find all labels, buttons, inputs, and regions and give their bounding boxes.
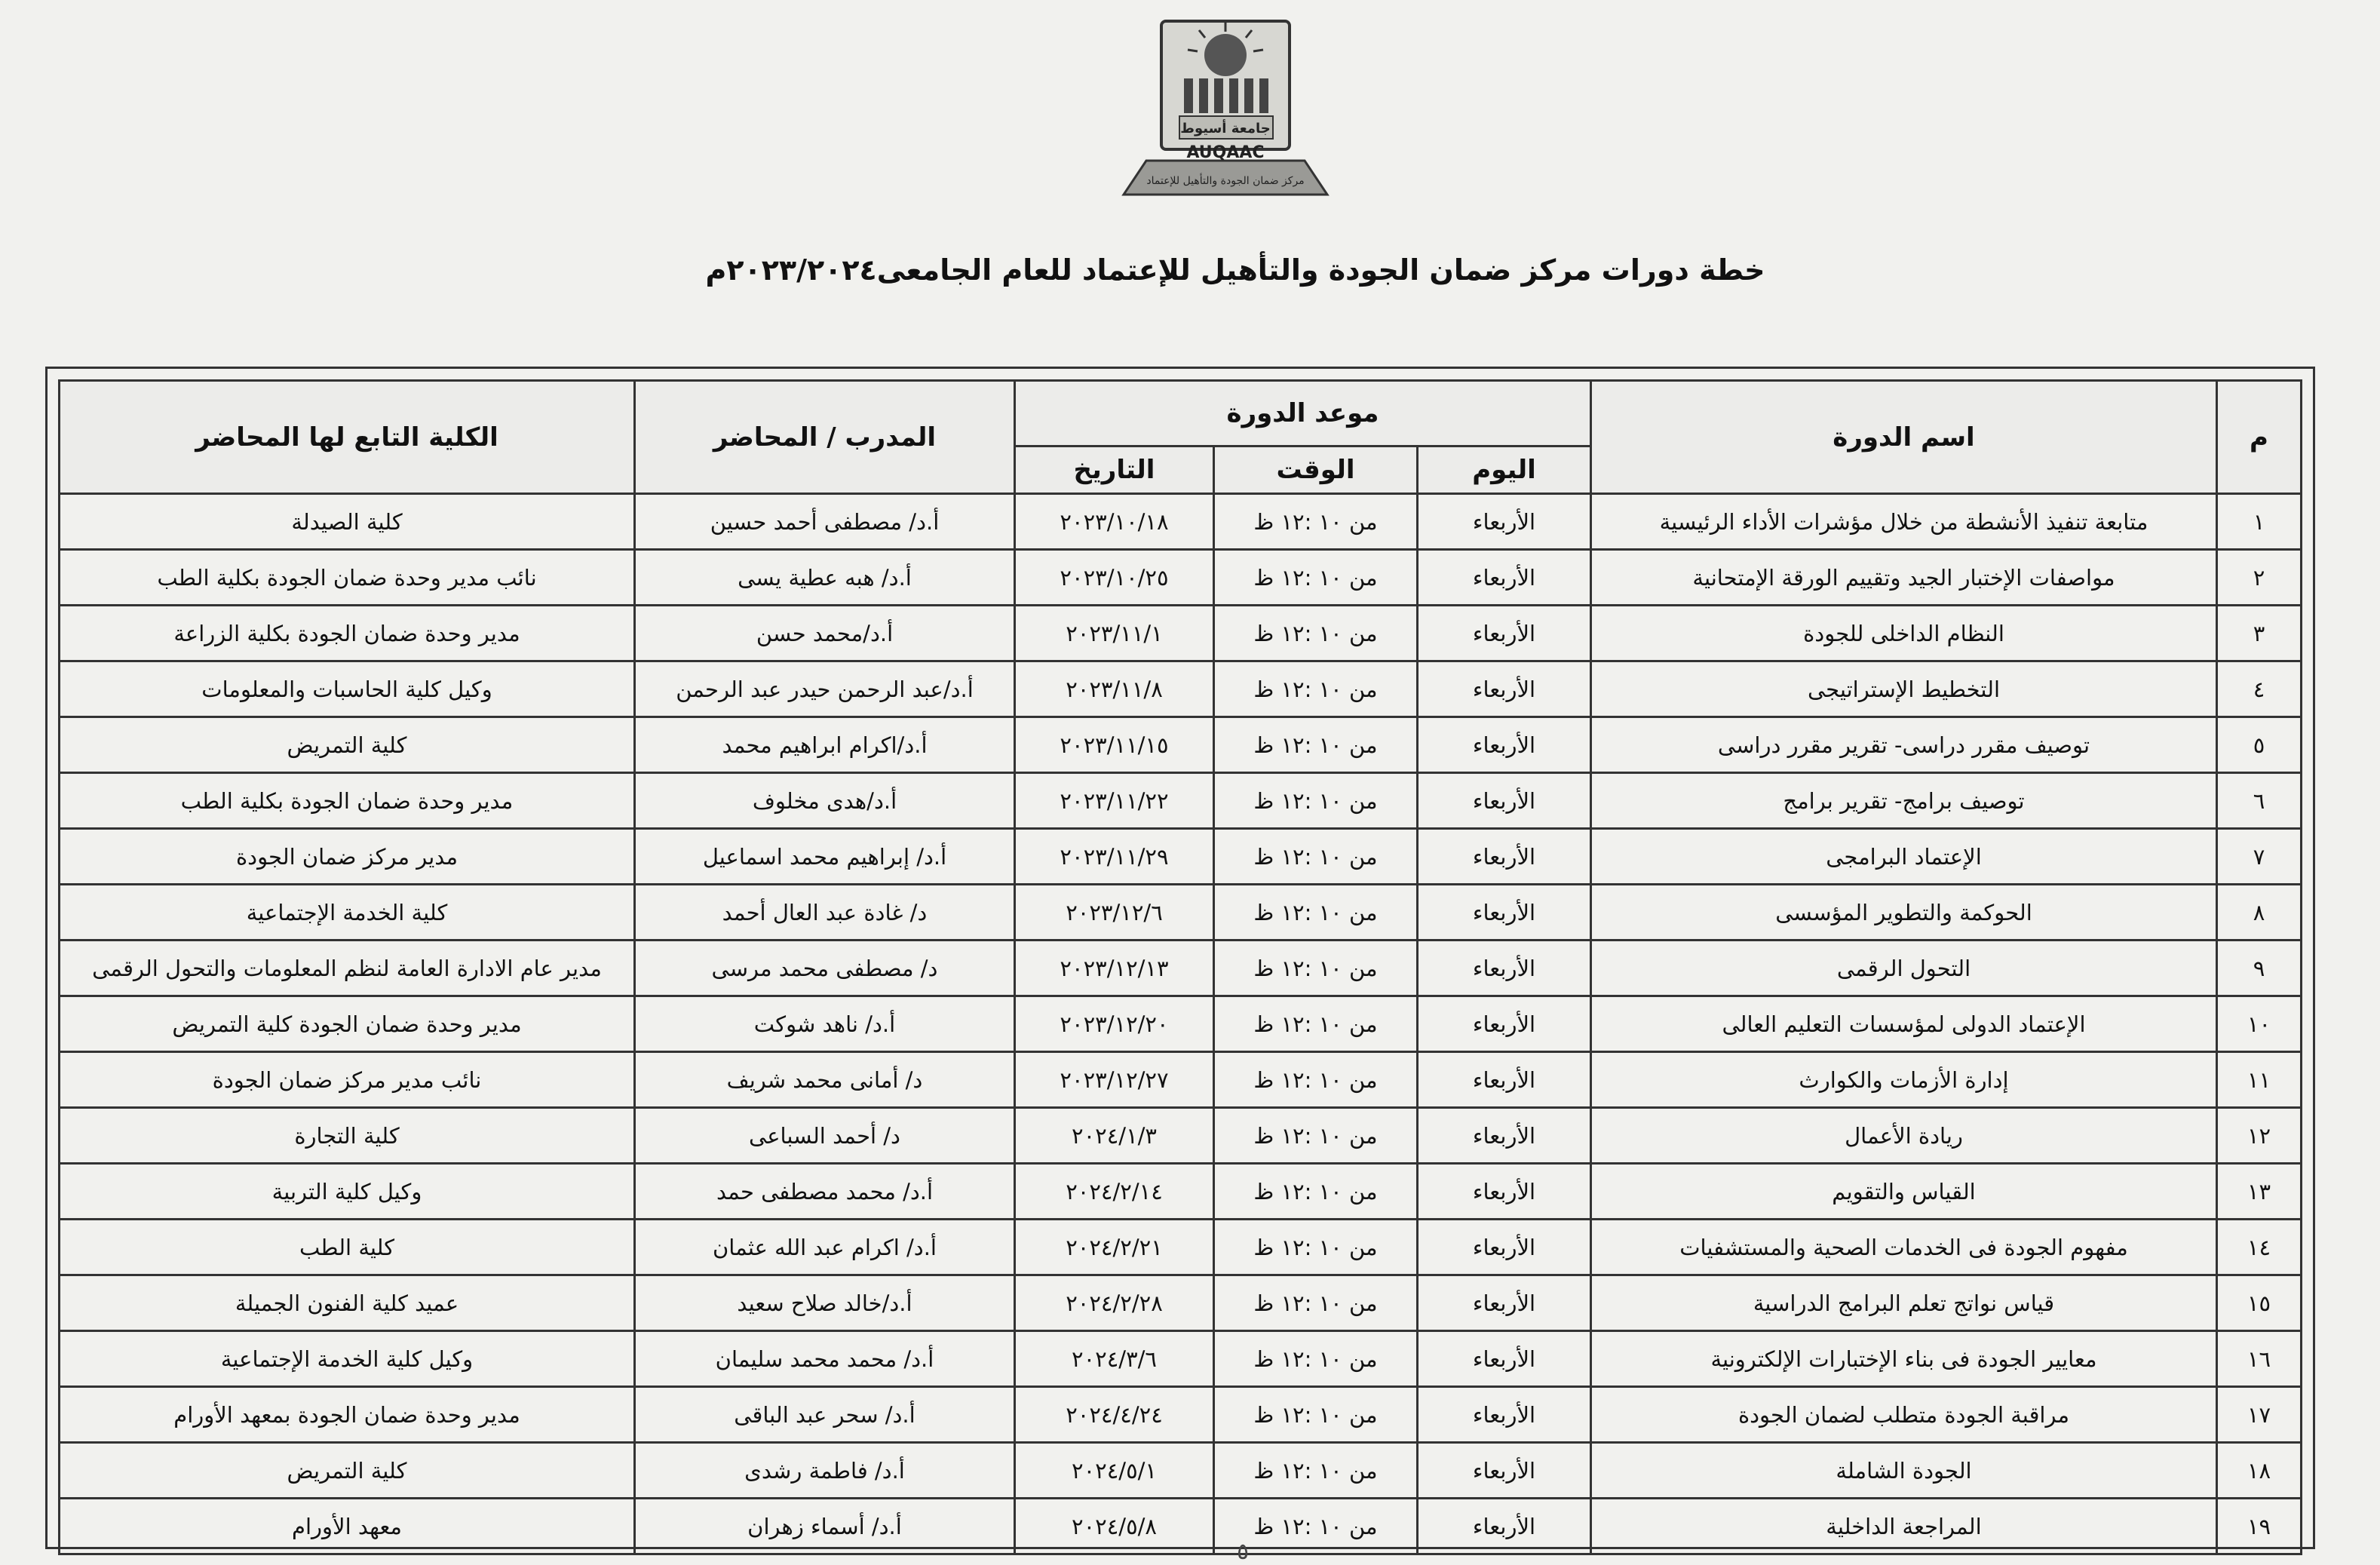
day-cell: الأربعاء xyxy=(1418,829,1591,885)
university-logo xyxy=(1116,14,1335,202)
table-row xyxy=(60,1052,2302,1108)
day-cell: الأربعاء xyxy=(1418,550,1591,606)
course-name-cell: التخطيط الإستراتيجى xyxy=(1591,661,2217,717)
course-name-cell: التحول الرقمى xyxy=(1591,941,2217,996)
day-cell: الأربعاء xyxy=(1418,1052,1591,1108)
trainer-cell: أ.د/خالد صلاح سعيد xyxy=(635,1275,1015,1331)
row-number-cell: ١٦ xyxy=(2217,1331,2302,1387)
table-row xyxy=(60,941,2302,996)
faculty-cell: كلية التجارة xyxy=(60,1108,635,1164)
day-cell: الأربعاء xyxy=(1418,885,1591,941)
trainer-cell: أ.د/ فاطمة رشدى xyxy=(635,1443,1015,1499)
date-cell: ٢٠٢٣/١٠/٢٥ xyxy=(1015,550,1214,606)
day-cell: الأربعاء xyxy=(1418,661,1591,717)
faculty-cell: معهد الأورام xyxy=(60,1499,635,1554)
header-number: م xyxy=(2217,381,2302,494)
trainer-cell: أ.د/ محمد محمد سليمان xyxy=(635,1331,1015,1387)
day-cell: الأربعاء xyxy=(1418,494,1591,550)
header-faculty: الكلية التابع لها المحاضر xyxy=(60,381,635,494)
date-cell: ٢٠٢٣/١٢/١٣ xyxy=(1015,941,1214,996)
trainer-cell: أ.د/عبد الرحمن حيدر عبد الرحمن xyxy=(635,661,1015,717)
table-row xyxy=(60,494,2302,550)
time-cell: من ١٠ :١٢ ظ xyxy=(1214,1164,1418,1220)
trainer-cell: أ.د/محمد حسن xyxy=(635,606,1015,661)
course-plan-rows xyxy=(60,494,2302,1554)
day-cell: الأربعاء xyxy=(1418,717,1591,773)
row-number-cell: ١٢ xyxy=(2217,1108,2302,1164)
date-cell: ٢٠٢٤/٢/٢٨ xyxy=(1015,1275,1214,1331)
faculty-cell: وكيل كلية التربية xyxy=(60,1164,635,1220)
faculty-cell: مدير وحدة ضمان الجودة بكلية الطب xyxy=(60,773,635,829)
row-number-cell: ١٩ xyxy=(2217,1499,2302,1554)
university-seal-icon xyxy=(1116,14,1335,202)
course-name-cell: القياس والتقويم xyxy=(1591,1164,2217,1220)
time-cell: من ١٠ :١٢ ظ xyxy=(1214,661,1418,717)
trainer-cell: د/ مصطفى محمد مرسى xyxy=(635,941,1015,996)
row-number-cell: ١١ xyxy=(2217,1052,2302,1108)
day-cell: الأربعاء xyxy=(1418,1164,1591,1220)
table-row xyxy=(60,606,2302,661)
date-cell: ٢٠٢٣/١٢/٢٠ xyxy=(1015,996,1214,1052)
row-number-cell: ٧ xyxy=(2217,829,2302,885)
date-cell: ٢٠٢٣/١١/١ xyxy=(1015,606,1214,661)
row-number-cell: ١٨ xyxy=(2217,1443,2302,1499)
faculty-cell: مدير وحدة ضمان الجودة كلية التمريض xyxy=(60,996,635,1052)
date-cell: ٢٠٢٣/١٢/٢٧ xyxy=(1015,1052,1214,1108)
table-row xyxy=(60,1108,2302,1164)
time-cell: من ١٠ :١٢ ظ xyxy=(1214,1331,1418,1387)
date-cell: ٢٠٢٤/٢/١٤ xyxy=(1015,1164,1214,1220)
trainer-cell: أ.د/ سحر عبد الباقى xyxy=(635,1387,1015,1443)
table-row xyxy=(60,1331,2302,1387)
date-cell: ٢٠٢٤/٣/٦ xyxy=(1015,1331,1214,1387)
table-row xyxy=(60,1164,2302,1220)
faculty-cell: مدير عام الادارة العامة لنظم المعلومات والتحول الرقمى xyxy=(60,941,635,996)
date-cell: ٢٠٢٤/٢/٢١ xyxy=(1015,1220,1214,1275)
row-number-cell: ١٥ xyxy=(2217,1275,2302,1331)
day-cell: الأربعاء xyxy=(1418,773,1591,829)
faculty-cell: كلية الصيدلة xyxy=(60,494,635,550)
svg-text:جامعة أسيوط: جامعة أسيوط xyxy=(1180,121,1271,137)
table-row xyxy=(60,717,2302,773)
trainer-cell: د/ غادة عبد العال أحمد xyxy=(635,885,1015,941)
date-cell: ٢٠٢٣/١١/٨ xyxy=(1015,661,1214,717)
faculty-cell: مدير وحدة ضمان الجودة بكلية الزراعة xyxy=(60,606,635,661)
time-cell: من ١٠ :١٢ ظ xyxy=(1214,885,1418,941)
course-name-cell: مواصفات الإختبار الجيد وتقييم الورقة الإمتحانية xyxy=(1591,550,2217,606)
day-cell: الأربعاء xyxy=(1418,996,1591,1052)
table-row xyxy=(60,550,2302,606)
row-number-cell: ٥ xyxy=(2217,717,2302,773)
header-trainer: المدرب / المحاضر xyxy=(635,381,1015,494)
day-cell: الأربعاء xyxy=(1418,606,1591,661)
faculty-cell: نائب مدير مركز ضمان الجودة xyxy=(60,1052,635,1108)
svg-text:مركز ضمان الجودة والتأهيل للإع: مركز ضمان الجودة والتأهيل للإعتماد xyxy=(1146,175,1305,187)
time-cell: من ١٠ :١٢ ظ xyxy=(1214,550,1418,606)
trainer-cell: أ.د/ أسماء زهران xyxy=(635,1499,1015,1554)
trainer-cell: أ.د/هدى مخلوف xyxy=(635,773,1015,829)
time-cell: من ١٠ :١٢ ظ xyxy=(1214,1052,1418,1108)
row-number-cell: ٦ xyxy=(2217,773,2302,829)
table-row xyxy=(60,1220,2302,1275)
course-plan-frame xyxy=(45,367,2315,1549)
date-cell: ٢٠٢٤/١/٣ xyxy=(1015,1108,1214,1164)
day-cell: الأربعاء xyxy=(1418,1331,1591,1387)
day-cell: الأربعاء xyxy=(1418,1387,1591,1443)
trainer-cell: أ.د/اكرام ابراهيم محمد xyxy=(635,717,1015,773)
table-row xyxy=(60,1499,2302,1554)
time-cell: من ١٠ :١٢ ظ xyxy=(1214,1443,1418,1499)
header-date: التاريخ xyxy=(1015,446,1214,494)
trainer-cell: أ.د/ مصطفى أحمد حسين xyxy=(635,494,1015,550)
faculty-cell: وكيل كلية الخدمة الإجتماعية xyxy=(60,1331,635,1387)
course-name-cell: توصيف مقرر دراسى- تقرير مقرر دراسى xyxy=(1591,717,2217,773)
table-row xyxy=(60,1387,2302,1443)
time-cell: من ١٠ :١٢ ظ xyxy=(1214,1499,1418,1554)
row-number-cell: ١٣ xyxy=(2217,1164,2302,1220)
course-name-cell: الجودة الشاملة xyxy=(1591,1443,2217,1499)
course-name-cell: النظام الداخلى للجودة xyxy=(1591,606,2217,661)
trainer-cell: د/ أحمد السباعى xyxy=(635,1108,1015,1164)
faculty-cell: وكيل كلية الحاسبات والمعلومات xyxy=(60,661,635,717)
faculty-cell: كلية الطب xyxy=(60,1220,635,1275)
table-row xyxy=(60,829,2302,885)
faculty-cell: نائب مدير وحدة ضمان الجودة بكلية الطب xyxy=(60,550,635,606)
course-name-cell: مراقبة الجودة متطلب لضمان الجودة xyxy=(1591,1387,2217,1443)
date-cell: ٢٠٢٤/٥/١ xyxy=(1015,1443,1214,1499)
header-course-name: اسم الدورة xyxy=(1591,381,2217,494)
time-cell: من ١٠ :١٢ ظ xyxy=(1214,1220,1418,1275)
time-cell: من ١٠ :١٢ ظ xyxy=(1214,494,1418,550)
day-cell: الأربعاء xyxy=(1418,1499,1591,1554)
row-number-cell: ٣ xyxy=(2217,606,2302,661)
row-number-cell: ٤ xyxy=(2217,661,2302,717)
document-title: خطة دورات مركز ضمان الجودة والتأهيل للإعتماد للعام الجامعى٢٠٢٣/٢٠٢٤م xyxy=(705,253,1765,287)
row-number-cell: ١ xyxy=(2217,494,2302,550)
time-cell: من ١٠ :١٢ ظ xyxy=(1214,1108,1418,1164)
date-cell: ٢٠٢٤/٤/٢٤ xyxy=(1015,1387,1214,1443)
date-cell: ٢٠٢٣/١١/٢٢ xyxy=(1015,773,1214,829)
row-number-cell: ٩ xyxy=(2217,941,2302,996)
trainer-cell: أ.د/ ناهد شوكت xyxy=(635,996,1015,1052)
date-cell: ٢٠٢٣/١١/١٥ xyxy=(1015,717,1214,773)
row-number-cell: ١٠ xyxy=(2217,996,2302,1052)
header-time: الوقت xyxy=(1214,446,1418,494)
day-cell: الأربعاء xyxy=(1418,941,1591,996)
time-cell: من ١٠ :١٢ ظ xyxy=(1214,606,1418,661)
faculty-cell: كلية التمريض xyxy=(60,1443,635,1499)
trainer-cell: د/ أمانى محمد شريف xyxy=(635,1052,1015,1108)
course-name-cell: الإعتماد الدولى لمؤسسات التعليم العالى xyxy=(1591,996,2217,1052)
table-row xyxy=(60,885,2302,941)
course-name-cell: الحوكمة والتطوير المؤسسى xyxy=(1591,885,2217,941)
table-row xyxy=(60,661,2302,717)
day-cell: الأربعاء xyxy=(1418,1108,1591,1164)
svg-text:AUQAAC: AUQAAC xyxy=(1186,143,1265,162)
time-cell: من ١٠ :١٢ ظ xyxy=(1214,996,1418,1052)
row-number-cell: ٨ xyxy=(2217,885,2302,941)
faculty-cell: مدير وحدة ضمان الجودة بمعهد الأورام xyxy=(60,1387,635,1443)
table-row xyxy=(60,996,2302,1052)
row-number-cell: ١٧ xyxy=(2217,1387,2302,1443)
course-name-cell: الإعتماد البرامجى xyxy=(1591,829,2217,885)
date-cell: ٢٠٢٣/١٢/٦ xyxy=(1015,885,1214,941)
day-cell: الأربعاء xyxy=(1418,1220,1591,1275)
course-name-cell: ريادة الأعمال xyxy=(1591,1108,2217,1164)
faculty-cell: عميد كلية الفنون الجميلة xyxy=(60,1275,635,1331)
time-cell: من ١٠ :١٢ ظ xyxy=(1214,1387,1418,1443)
row-number-cell: ٢ xyxy=(2217,550,2302,606)
header-schedule: موعد الدورة xyxy=(1015,381,1591,446)
day-cell: الأربعاء xyxy=(1418,1443,1591,1499)
faculty-cell: كلية التمريض xyxy=(60,717,635,773)
header-day: اليوم xyxy=(1418,446,1591,494)
trainer-cell: أ.د/ محمد مصطفى حمد xyxy=(635,1164,1015,1220)
course-plan-table xyxy=(58,379,2302,1555)
faculty-cell: كلية الخدمة الإجتماعية xyxy=(60,885,635,941)
course-name-cell: معايير الجودة فى بناء الإختبارات الإلكترونية xyxy=(1591,1331,2217,1387)
table-row xyxy=(60,773,2302,829)
time-cell: من ١٠ :١٢ ظ xyxy=(1214,829,1418,885)
day-cell: الأربعاء xyxy=(1418,1275,1591,1331)
course-name-cell: متابعة تنفيذ الأنشطة من خلال مؤشرات الأداء الرئيسية xyxy=(1591,494,2217,550)
course-name-cell: قياس نواتج تعلم البرامج الدراسية xyxy=(1591,1275,2217,1331)
table-row xyxy=(60,1275,2302,1331)
date-cell: ٢٠٢٣/١٠/١٨ xyxy=(1015,494,1214,550)
time-cell: من ١٠ :١٢ ظ xyxy=(1214,941,1418,996)
course-name-cell: إدارة الأزمات والكوارث xyxy=(1591,1052,2217,1108)
course-name-cell: مفهوم الجودة فى الخدمات الصحية والمستشفيات xyxy=(1591,1220,2217,1275)
row-number-cell: ١٤ xyxy=(2217,1220,2302,1275)
trainer-cell: أ.د/ هبه عطية يسى xyxy=(635,550,1015,606)
trainer-cell: أ.د/ اكرام عبد الله عثمان xyxy=(635,1220,1015,1275)
page-number: ٥ xyxy=(1237,1539,1250,1565)
date-cell: ٢٠٢٣/١١/٢٩ xyxy=(1015,829,1214,885)
table-row xyxy=(60,1443,2302,1499)
course-name-cell: المراجعة الداخلية xyxy=(1591,1499,2217,1554)
time-cell: من ١٠ :١٢ ظ xyxy=(1214,1275,1418,1331)
course-name-cell: توصيف برامج- تقرير برامج xyxy=(1591,773,2217,829)
faculty-cell: مدير مركز ضمان الجودة xyxy=(60,829,635,885)
time-cell: من ١٠ :١٢ ظ xyxy=(1214,773,1418,829)
time-cell: من ١٠ :١٢ ظ xyxy=(1214,717,1418,773)
trainer-cell: أ.د/ إبراهيم محمد اسماعيل xyxy=(635,829,1015,885)
date-cell: ٢٠٢٤/٥/٨ xyxy=(1015,1499,1214,1554)
